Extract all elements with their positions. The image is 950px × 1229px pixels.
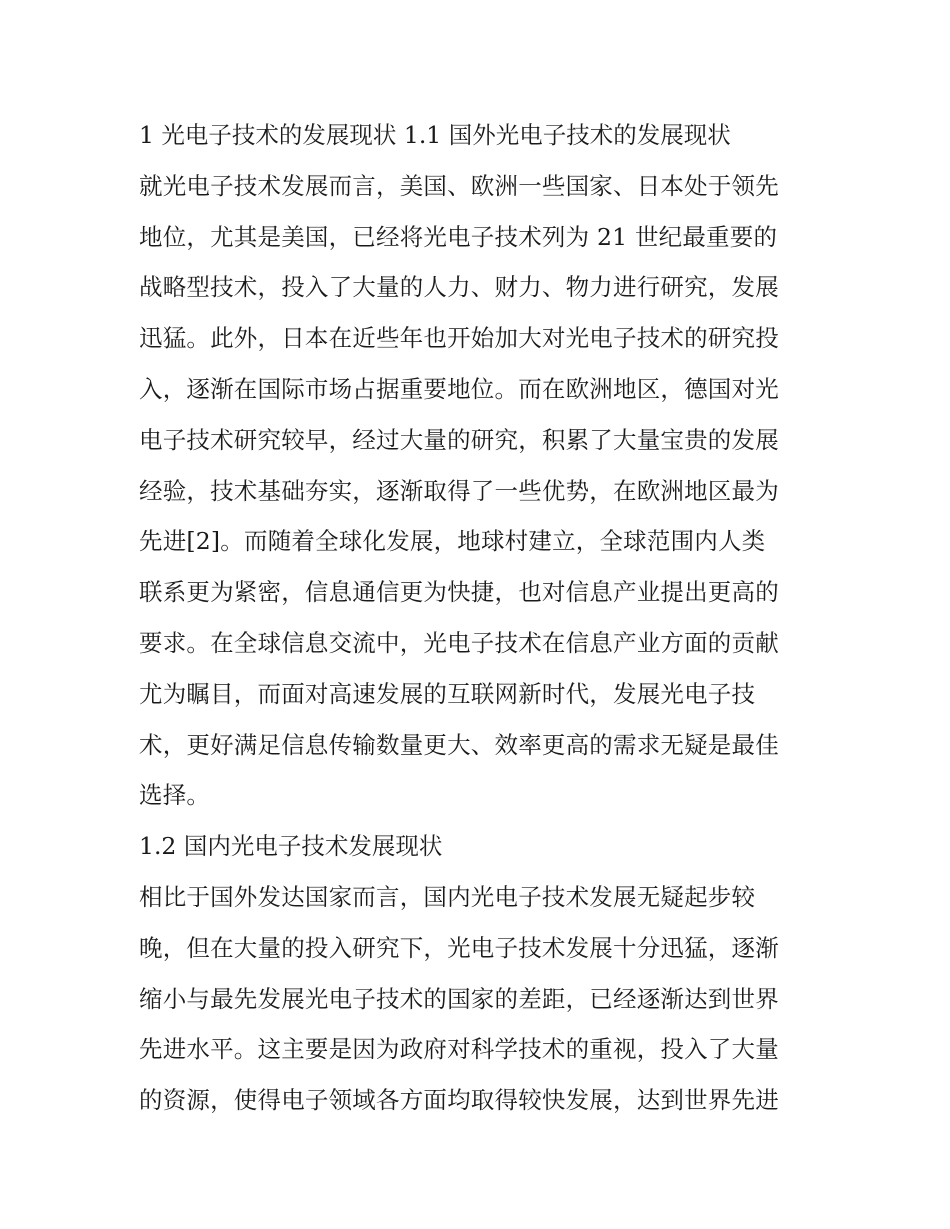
paragraph-line: 缩小与最先发展光电子技术的国家的差距，已经逐渐达到世界 (139, 984, 779, 1013)
paragraph-line: 经验，技术基础夯实，逐渐取得了一些优势，在欧洲地区最为 (139, 476, 779, 505)
paragraph-line: 迅猛。此外，日本在近些年也开始加大对光电子技术的研究投 (139, 324, 779, 353)
section-heading: 1 光电子技术的发展现状 1.1 国外光电子技术的发展现状 (139, 121, 731, 149)
paragraph-line: 先进水平。这主要是因为政府对科学技术的重视，投入了大量 (139, 1035, 779, 1064)
paragraph-line: 战略型技术，投入了大量的人力、财力、物力进行研究，发展 (139, 273, 779, 302)
document-body (139, 110, 829, 1126)
paragraph-line: 选择。 (139, 781, 211, 810)
paragraph-line: 相比于国外发达国家而言，国内光电子技术发展无疑起步较 (139, 882, 756, 911)
paragraph-line: 晚，但在大量的投入研究下，光电子技术发展十分迅猛，逐渐 (139, 933, 779, 962)
paragraph-line: 就光电子技术发展而言，美国、欧洲一些国家、日本处于领先 (139, 171, 779, 200)
paragraph-line: 要求。在全球信息交流中，光电子技术在信息产业方面的贡献 (139, 628, 779, 657)
paragraph-line: 先进[2]。而随着全球化发展，地球村建立，全球范围内人类 (139, 527, 766, 556)
paragraph-line: 的资源，使得电子领域各方面均取得较快发展，达到世界先进 (139, 1086, 779, 1115)
paragraph-line: 地位，尤其是美国，已经将光电子技术列为 21 世纪最重要的 (139, 222, 778, 251)
paragraph-line: 入，逐渐在国际市场占据重要地位。而在欧洲地区，德国对光 (139, 374, 779, 403)
paragraph-line: 联系更为紧密，信息通信更为快捷，也对信息产业提出更高的 (139, 578, 779, 607)
paragraph-line: 尤为瞩目，而面对高速发展的互联网新时代，发展光电子技 (139, 679, 756, 708)
subsection-heading: 1.2 国内光电子技术发展现状 (139, 832, 443, 861)
paragraph-line: 电子技术研究较早，经过大量的研究，积累了大量宝贵的发展 (139, 425, 779, 454)
paragraph-line: 术，更好满足信息传输数量更大、效率更高的需求无疑是最佳 (139, 730, 779, 759)
